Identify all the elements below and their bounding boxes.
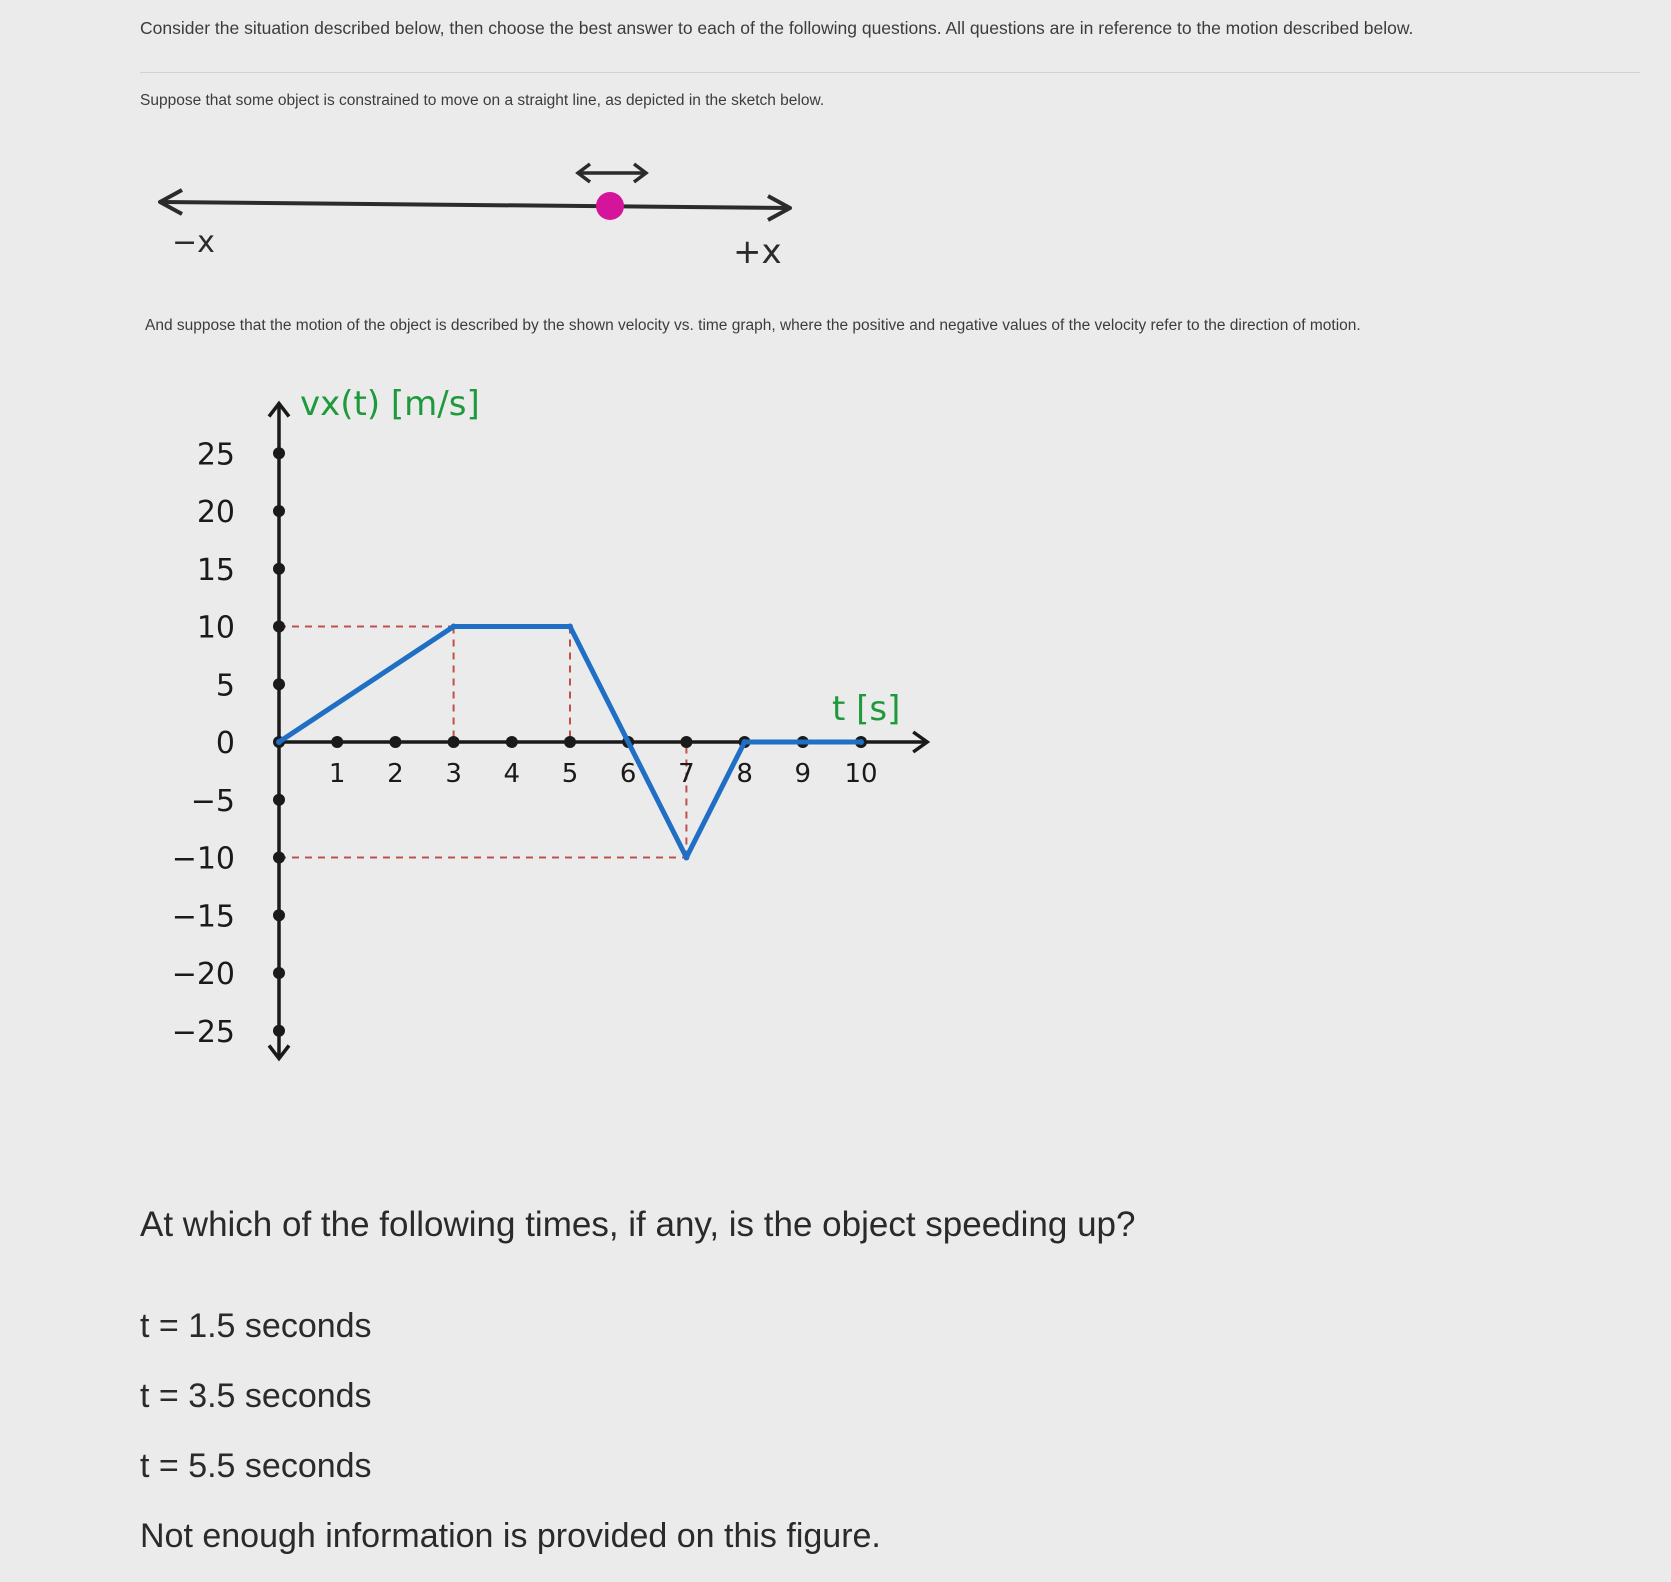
answer-option-1[interactable]: t = 1.5 seconds <box>140 1307 372 1345</box>
answer-option-4[interactable]: Not enough information is provided on this figure. <box>140 1517 881 1555</box>
y-tick-label: 15 <box>196 552 235 588</box>
answer-option-2[interactable]: t = 3.5 seconds <box>140 1377 372 1415</box>
x-tick-label: 1 <box>328 759 346 789</box>
y-tick-dot <box>273 1025 285 1037</box>
number-line-sketch <box>150 150 810 280</box>
y-tick-label: 0 <box>215 726 235 761</box>
y-tick-dot <box>273 505 285 517</box>
y-tick-dot <box>273 447 285 459</box>
number-line <box>162 202 790 208</box>
velocity-data-point <box>451 624 457 630</box>
y-tick-label: −15 <box>171 899 235 935</box>
x-tick-dot <box>448 736 460 748</box>
y-tick-label: 10 <box>196 610 235 646</box>
velocity-data-point <box>276 739 282 745</box>
velocity-data-point <box>742 739 748 745</box>
y-tick-label: −20 <box>171 957 235 992</box>
y-tick-dot <box>273 621 285 633</box>
x-tick-label: 3 <box>445 759 462 789</box>
x-tick-label: 8 <box>736 759 753 789</box>
y-tick-label: −25 <box>171 1014 235 1050</box>
x-tick-label: 2 <box>387 759 404 789</box>
x-tick-label: 10 <box>844 759 878 789</box>
y-axis-label: vx(t) [m/s] <box>300 384 480 424</box>
x-tick-label: 5 <box>561 759 579 789</box>
y-tick-label: 25 <box>196 437 235 473</box>
y-tick-label: −10 <box>171 841 235 877</box>
y-tick-label: 20 <box>196 495 235 530</box>
setup-text: Suppose that some object is constrained to move on a straight line, as depicted in the sketch below. <box>140 92 825 109</box>
question-text: At which of the following times, if any, is the object speeding up? <box>140 1205 1136 1244</box>
x-tick-label: 6 <box>619 759 637 789</box>
motion-description-text: And suppose that the motion of the object is described by the shown velocity vs. time graph, where the positive and negative values of the velocity refer to the direction of motion. <box>145 317 1361 334</box>
pos-x-label: +x <box>733 232 782 272</box>
y-tick-dot <box>273 967 285 979</box>
x-tick-dot <box>506 736 518 748</box>
instructions-text: Consider the situation described below, then choose the best answer to each of the following questions. All questions are in reference to the motion described below. <box>140 18 1414 38</box>
velocity-data-point <box>683 855 689 861</box>
y-tick-label: 5 <box>215 668 235 704</box>
y-tick-label: −5 <box>190 783 235 819</box>
y-tick-dot <box>273 852 285 864</box>
x-tick-dot <box>331 736 343 748</box>
x-tick-label: 4 <box>503 759 521 789</box>
answer-list <box>140 1302 881 1582</box>
answer-option-3[interactable]: t = 5.5 seconds <box>140 1447 372 1485</box>
divider <box>140 72 1640 73</box>
x-tick-dot <box>564 736 576 748</box>
y-tick-dot <box>273 678 285 690</box>
x-tick-dot <box>389 736 401 748</box>
x-tick-label: 7 <box>678 759 695 789</box>
y-tick-dot <box>273 909 285 921</box>
y-tick-dot <box>273 563 285 575</box>
neg-x-label: −x <box>172 225 215 260</box>
x-tick-dot <box>680 736 692 748</box>
object-dot <box>596 192 624 220</box>
velocity-data-point <box>858 739 864 745</box>
x-axis-label: t [s] <box>832 689 901 729</box>
y-tick-dot <box>273 794 285 806</box>
x-tick-label: 9 <box>794 759 812 789</box>
velocity-data-point <box>567 624 573 630</box>
velocity-time-graph <box>0 370 980 1110</box>
